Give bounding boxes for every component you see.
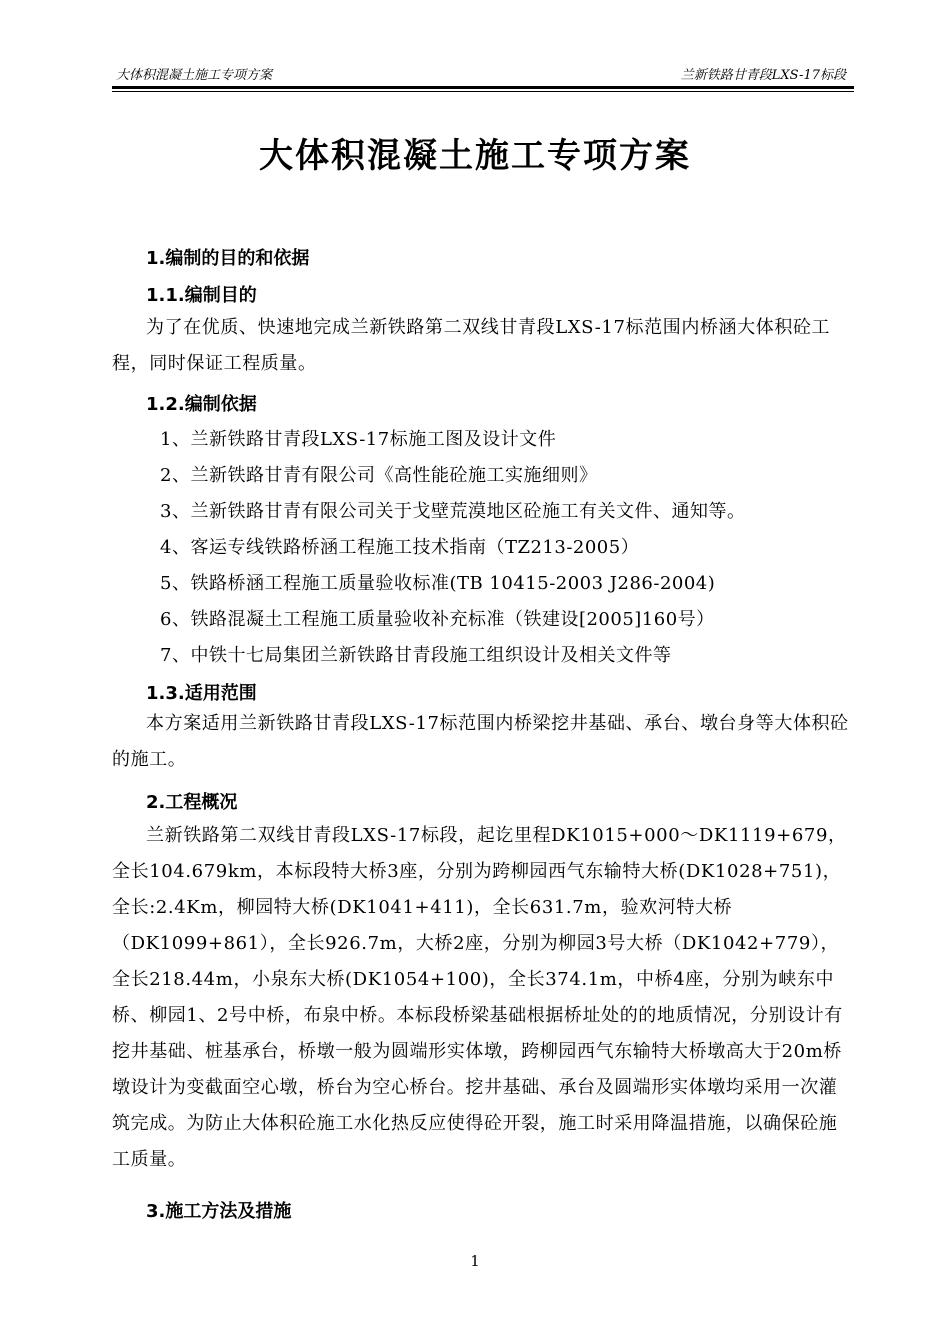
running-header-left: 大体积混凝土施工专项方案 <box>116 68 273 83</box>
paragraph-overview: 兰新铁路第二双线甘青段LXS-17标段，起讫里程DK1015+000～DK1119+679，全长104.679km，本标段特大桥3座，分别为跨柳园西气东输特大桥(DK1028+751)，全长:2.4Km，柳园特大桥(DK1041+411)，全长631.7m，验欢河特大桥（DK1099+861），全长926.7m，大桥2座，分别为柳园3号大桥（DK1042+779），全长218.44m，小泉东大桥(DK1054+100)，全长374.1m，中桥4座，分别为峡东中桥、柳园1、2号中桥，布泉中桥。本标段桥梁基础根据桥址处的的地质情况，分别设计有挖井基础、桩基承台，桥墩一般为圆端形实体墩，跨柳园西气东输特大桥墩高大于20m桥墩设计为变截面空心墩，桥台为空心桥台。挖井基础、承台及圆端形实体墩均采用一次灌筑完成。为防止大体积砼施工水化热反应使得砼开裂，施工时采用降温措施，以确保砼施工质量。 <box>112 825 847 1170</box>
paragraph-purpose: 为了在优质、快速地完成兰新铁路第二双线甘青段LXS-17标范围内桥涵大体积砼工程，同时保证工程质量。 <box>112 317 831 374</box>
basis-item-6: 6、铁路混凝土工程施工质量验收补充标准（铁建设[2005]160号） <box>160 609 715 630</box>
basis-item-7: 7、中铁十七局集团兰新铁路甘青段施工组织设计及相关文件等 <box>160 645 672 666</box>
heading-1: 1.编制的目的和依据 <box>146 248 310 269</box>
heading-2: 2.工程概况 <box>146 792 238 813</box>
heading-1-3: 1.3.适用范围 <box>146 683 257 704</box>
running-header-right: 兰新铁路甘青段LXS-17标段 <box>680 68 846 83</box>
heading-1-1: 1.1.编制目的 <box>146 285 257 306</box>
basis-item-5: 5、铁路桥涵工程施工质量验收标准(TB 10415-2003 J286-2004) <box>160 573 716 594</box>
page-number: 1 <box>470 1252 480 1270</box>
heading-1-2: 1.2.编制依据 <box>146 394 257 415</box>
header-rule-thin <box>112 91 854 92</box>
paragraph-scope: 本方案适用兰新铁路甘青段LXS-17标范围内桥梁挖井基础、承台、墩台身等大体积砼的施工。 <box>112 713 849 770</box>
basis-item-4: 4、客运专线铁路桥涵工程施工技术指南（TZ213-2005） <box>160 537 640 558</box>
heading-3: 3.施工方法及措施 <box>146 1201 292 1222</box>
document-title: 大体积混凝土施工专项方案 <box>259 136 691 176</box>
basis-item-2: 2、兰新铁路甘青有限公司《高性能砼施工实施细则》 <box>160 465 598 486</box>
basis-item-1: 1、兰新铁路甘青段LXS-17标施工图及设计文件 <box>160 429 557 450</box>
header-rule-thick <box>112 86 854 89</box>
basis-item-3: 3、兰新铁路甘青有限公司关于戈壁荒漠地区砼施工有关文件、通知等。 <box>160 501 746 522</box>
